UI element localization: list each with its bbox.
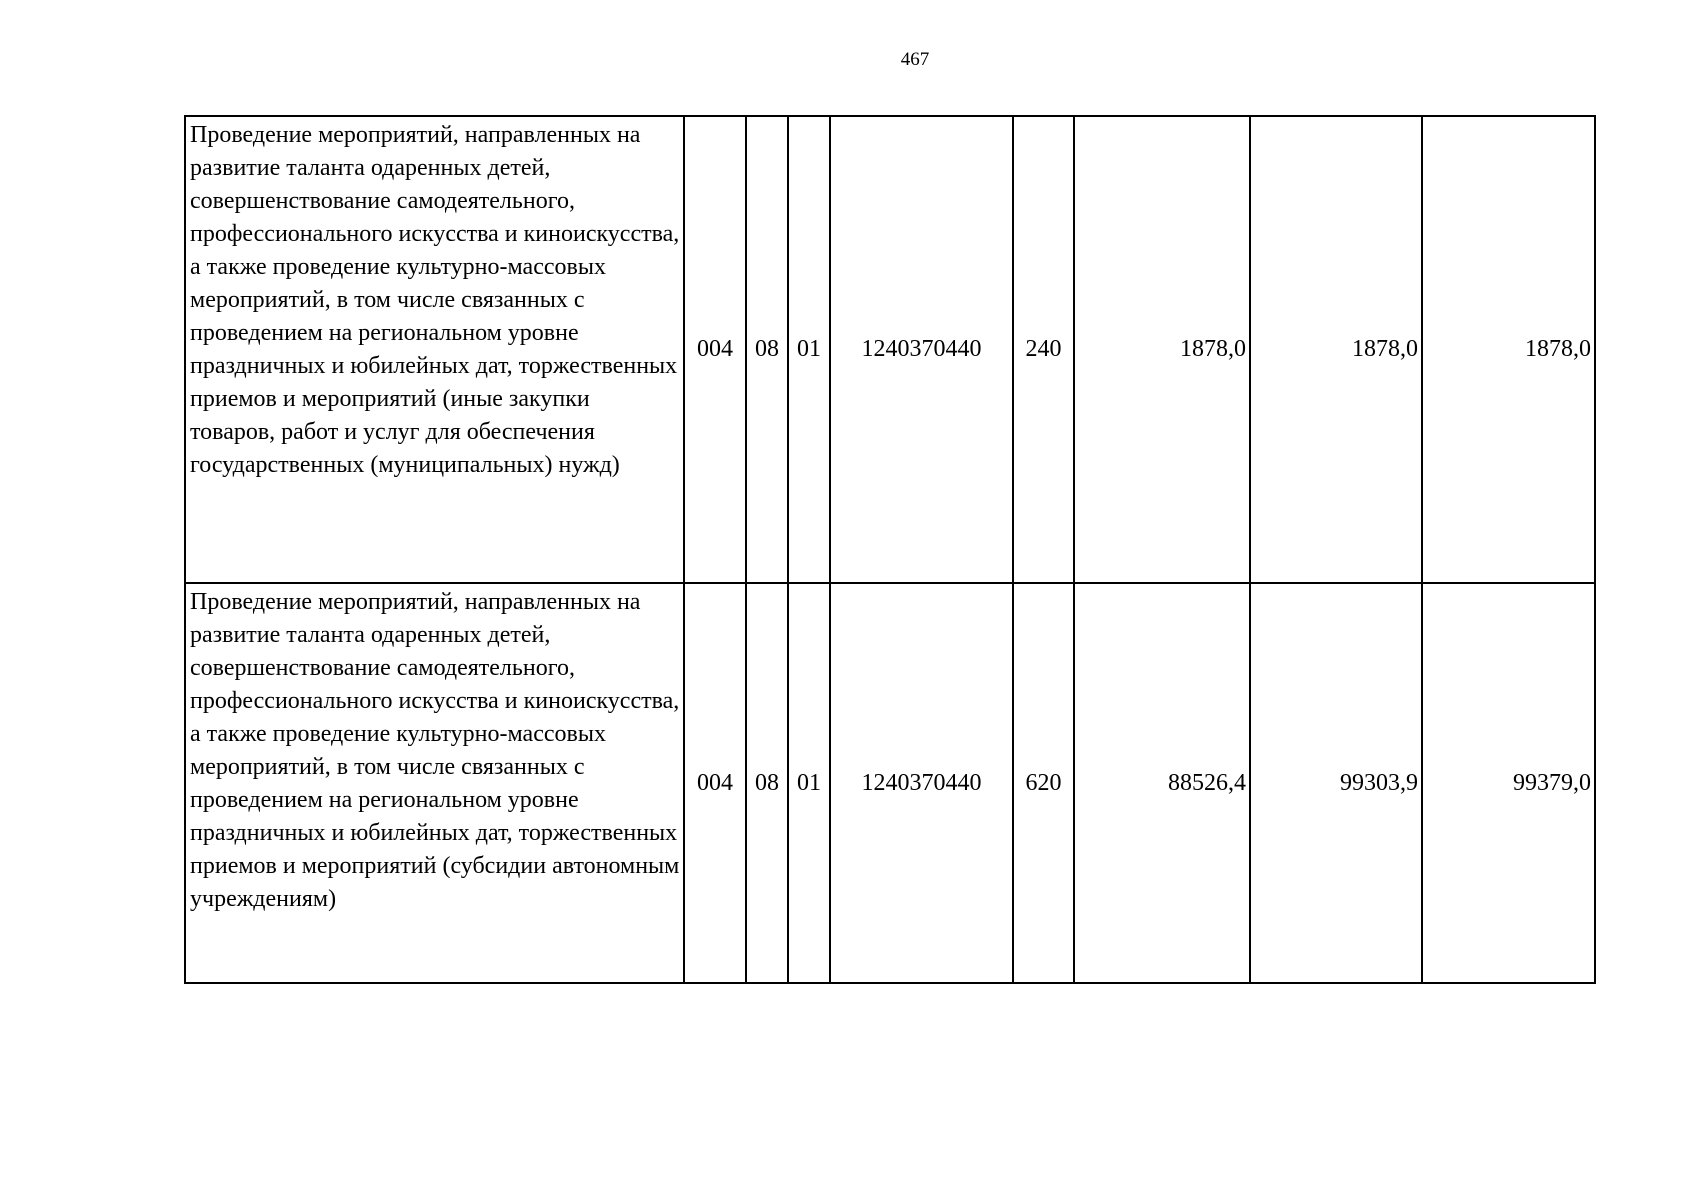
subsection-code-cell: 01 — [788, 116, 830, 583]
table-row — [185, 583, 1595, 983]
amount-1-cell: 88526,4 — [1074, 583, 1250, 983]
description-cell: Проведение мероприятий, направленных на развитие таланта одаренных детей, совершенствование самодеятельного, профессионального искусства и киноискусства, а также проведение культурно-массовых мероприятий, в том числе связанных с проведением на региональном уровне праздничных и юбилейных дат, торжественных приемов и мероприятий (иные закупки товаров, работ и услуг для обеспечения государственных (муниципальных) нужд) — [185, 116, 684, 583]
expense-type-cell: 240 — [1013, 116, 1074, 583]
amount-2-cell: 99303,9 — [1250, 583, 1422, 983]
ministry-code-cell: 004 — [684, 116, 746, 583]
section-code-cell: 08 — [746, 116, 788, 583]
amount-3-cell: 1878,0 — [1422, 116, 1595, 583]
amount-2-cell: 1878,0 — [1250, 116, 1422, 583]
ministry-code-cell: 004 — [684, 583, 746, 983]
budget-table — [184, 115, 1596, 984]
section-code-cell: 08 — [746, 583, 788, 983]
target-article-cell: 1240370440 — [830, 583, 1013, 983]
subsection-code-cell: 01 — [788, 583, 830, 983]
target-article-cell: 1240370440 — [830, 116, 1013, 583]
amount-3-cell: 99379,0 — [1422, 583, 1595, 983]
description-cell: Проведение мероприятий, направленных на развитие таланта одаренных детей, совершенствование самодеятельного, профессионального искусства и киноискусства, а также проведение культурно-массовых мероприятий, в том числе связанных с проведением на региональном уровне праздничных и юбилейных дат, торжественных приемов и мероприятий (субсидии автономным учреждениям) — [185, 583, 684, 983]
expense-type-cell: 620 — [1013, 583, 1074, 983]
amount-1-cell: 1878,0 — [1074, 116, 1250, 583]
table-row — [185, 116, 1595, 583]
page-number: 467 — [900, 49, 930, 70]
